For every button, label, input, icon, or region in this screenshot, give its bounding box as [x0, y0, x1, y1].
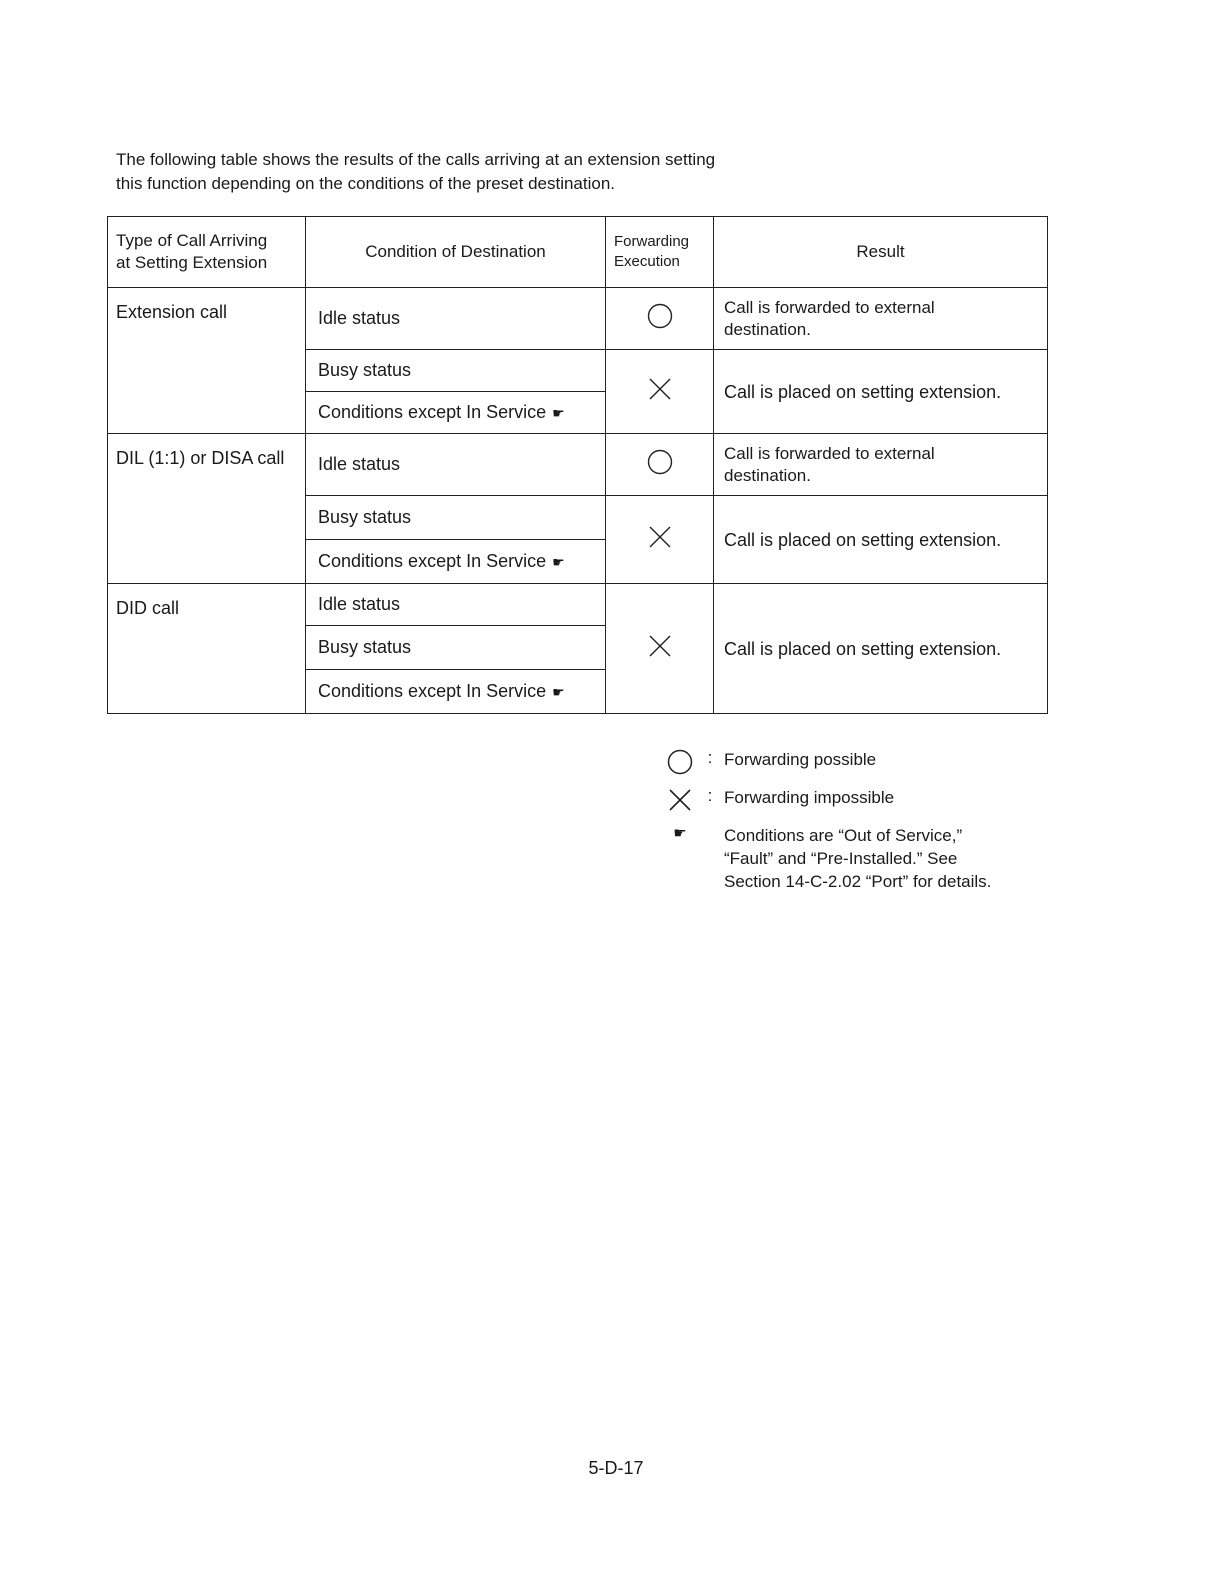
- cross-icon: [646, 375, 674, 403]
- result-cell: Call is placed on setting extension.: [714, 350, 1048, 434]
- legend: [664, 748, 991, 903]
- header-forwarding-line-1: Forwarding: [614, 233, 690, 250]
- result-line-1: Call is forwarded to external: [724, 443, 935, 463]
- forwarding-impossible-mark: [606, 496, 714, 584]
- result-line-1: Call is forwarded to external: [724, 297, 935, 317]
- header-call-type-line-2: at Setting Extension: [116, 253, 268, 272]
- legend-circle-icon: [664, 748, 696, 776]
- intro-line-2: this function depending on the conditions of the preset destination.: [116, 174, 616, 193]
- circle-icon: [645, 301, 675, 331]
- cross-icon: [646, 523, 674, 551]
- legend-note-line-3: Section 14-C-2.02 “Port” for details.: [724, 872, 992, 891]
- legend-pointer-hand-icon: ☛: [673, 825, 687, 842]
- result-line-2: destination.: [724, 465, 811, 485]
- call-type-did: DID call: [108, 584, 306, 714]
- legend-cross-icon: [664, 786, 696, 814]
- condition-cell: Idle status: [306, 288, 606, 350]
- condition-text: Conditions except In Service: [318, 551, 547, 571]
- forwarding-impossible-mark: [606, 350, 714, 434]
- result-cell: [714, 434, 1048, 496]
- pointer-hand-icon: ☛: [552, 554, 565, 570]
- condition-cell: Busy status: [306, 626, 606, 670]
- condition-cell: [306, 670, 606, 714]
- header-condition: Condition of Destination: [306, 217, 606, 288]
- condition-text: Conditions except In Service: [318, 681, 547, 701]
- forwarding-impossible-mark: [606, 584, 714, 714]
- condition-cell: Busy status: [306, 350, 606, 392]
- condition-cell: Idle status: [306, 584, 606, 626]
- result-cell: Call is placed on setting extension.: [714, 584, 1048, 714]
- table-row: [108, 434, 1048, 496]
- legend-possible-text: Forwarding possible: [724, 750, 877, 769]
- table-row: [108, 584, 1048, 626]
- header-forwarding-execution: [606, 217, 714, 288]
- header-forwarding-line-2: Execution: [614, 253, 680, 270]
- cross-icon: [646, 632, 674, 660]
- legend-row-impossible: [664, 786, 991, 814]
- legend-note-line-1: Conditions are “Out of Service,”: [724, 826, 963, 845]
- legend-row-note: [664, 824, 991, 893]
- legend-row-possible: [664, 748, 991, 776]
- result-cell: [714, 288, 1048, 350]
- header-call-type-line-1: Type of Call Arriving: [116, 231, 268, 250]
- forwarding-possible-mark: [606, 288, 714, 350]
- condition-cell: Busy status: [306, 496, 606, 540]
- legend-note-text: [724, 824, 991, 893]
- table-header-row: [108, 217, 1048, 288]
- header-result: Result: [714, 217, 1048, 288]
- intro-line-1: The following table shows the results of the calls arriving at an extension setting: [116, 150, 716, 169]
- forwarding-possible-mark: [606, 434, 714, 496]
- page-number: 5-D-17: [588, 1458, 644, 1478]
- condition-cell: [306, 540, 606, 584]
- condition-text: Conditions except In Service: [318, 402, 547, 422]
- result-cell: Call is placed on setting extension.: [714, 496, 1048, 584]
- legend-colon: :: [707, 786, 713, 805]
- legend-colon: :: [707, 748, 713, 767]
- call-type-extension: Extension call: [108, 288, 306, 434]
- pointer-hand-icon: ☛: [552, 405, 565, 421]
- intro-text: [116, 148, 715, 196]
- table-row: [108, 288, 1048, 350]
- condition-cell: [306, 392, 606, 434]
- circle-icon: [645, 447, 675, 477]
- header-call-type: [108, 217, 306, 288]
- call-type-dil-disa: DIL (1:1) or DISA call: [108, 434, 306, 584]
- legend-note-line-2: “Fault” and “Pre-Installed.” See: [724, 849, 958, 868]
- pointer-hand-icon: ☛: [552, 684, 565, 700]
- condition-cell: Idle status: [306, 434, 606, 496]
- forwarding-results-table: [107, 216, 1048, 714]
- result-line-2: destination.: [724, 319, 811, 339]
- legend-impossible-text: Forwarding impossible: [724, 788, 895, 807]
